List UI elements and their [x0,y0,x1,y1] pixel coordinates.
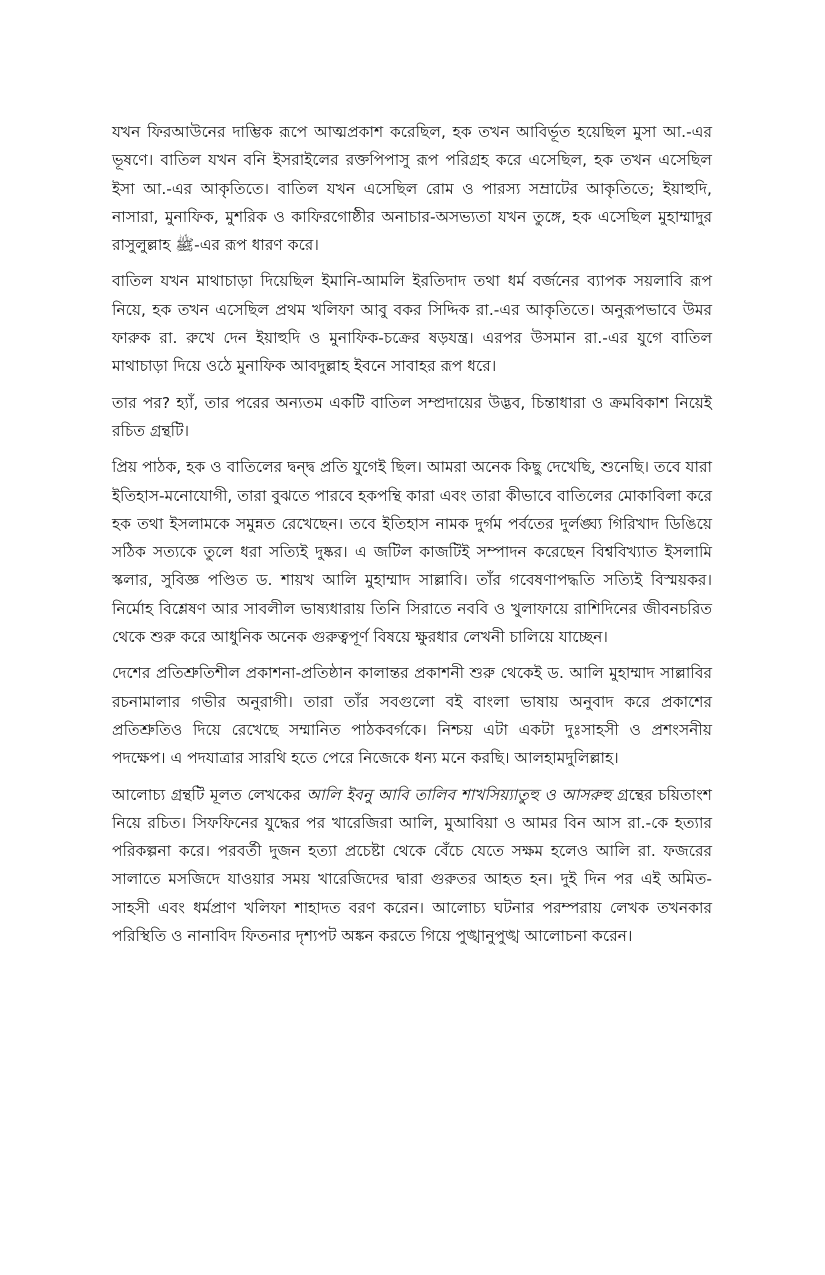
paragraph-6-body: গ্রন্থের চয়িতাংশ নিয়ে রচিত। সিফফিনের যুদ্ধের পর খারেজিরা আলি, মুআবিয়া ও আমর বিন আস রা.-কে হত্যার পরিকল্পনা করে। পরবর্তী দুজন হত্যা প্রচেষ্টা থেকে বেঁচে যেতে সক্ষম হলেও আলি রা. ফজরের সালাতে মসজিদে যাওয়ার সময় খারেজিদের দ্বারা গুরুতর আহত হন। দুই দিন পর এই অমিত-সাহসী এবং ধর্মপ্রাণ খলিফা শাহাদত বরণ করেন। আলোচ্য ঘটনার পরম্পরায় লেখক তখনকার পরিস্থিতি ও নানাবিদ ফিতনার দৃশ্যপট অঙ্কন করতে গিয়ে পুঙ্খানুপুঙ্খ আলোচনা করেন। [112,785,712,946]
paragraph-6 [112,781,712,951]
book-title: আলি ইবনু আবি তালিব শাখসিয়্যাতুহু ও আসরুহু [306,785,612,804]
paragraph-4: প্রিয় পাঠক, হক ও বাতিলের দ্বন্দ্ব প্রতি যুগেই ছিল। আমরা অনেক কিছু দেখেছি, শুনেছি। তবে যারা ইতিহাস-মনোযোগী, তারা বুঝতে পারবে হকপন্থি কারা এবং তারা কীভাবে বাতিলের মোকাবিলা করে হক তথা ইসলামকে সমুন্নত রেখেছেন। তবে ইতিহাস নামক দুর্গম পর্বতের দুর্লঙ্ঘ্য গিরিখাদ ডিঙিয়ে সঠিক সত্যকে তুলে ধরা সত্যিই দুষ্কর। এ জটিল কাজটিই সম্পাদন করেছেন বিশ্ববিখ্যাত ইসলামি স্কলার, সুবিজ্ঞ পণ্ডিত ড. শায়খ আলি মুহাম্মাদ সাল্লাবি। তাঁর গবেষণাপদ্ধতি সত্যিই বিস্ময়কর। নির্মোহ বিশ্লেষণ আর সাবলীল ভাষ্যধারায় তিনি সিরাতে নববি ও খুলাফায়ে রাশিদিনের জীবনচরিত থেকে শুরু করে আধুনিক অনেক গুরুত্বপূর্ণ বিষয়ে ক্ষুরধার লেখনী চালিয়ে যাচ্ছেন। [112,458,712,647]
document-page [112,118,712,950]
paragraph-3: তার পর? হ্যাঁ, তার পরের অন্যতম একটি বাতিল সম্প্রদায়ের উদ্ভব, চিন্তাধারা ও ক্রমবিকাশ নিয়েই রচিত গ্রন্থটি। [112,393,712,440]
paragraph-1: যখন ফিরআউনের দাম্ভিক রূপে আত্মপ্রকাশ করেছিল, হক তখন আবির্ভূত হয়েছিল মুসা আ.-এর ভূষণে। বাতিল যখন বনি ইসরাইলের রক্তপিপাসু রূপ পরিগ্রহ করে এসেছিল, হক তখন এসেছিল ইসা আ.-এর আকৃতিতে। বাতিল যখন এসেছিল রোম ও পারস্য সম্রাটের আকৃতিতে; ইয়াহুদি, নাসারা, মুনাফিক, মুশরিক ও কাফিরগোষ্ঠীর অনাচার-অসভ্যতা যখন তুঙ্গে, হক এসেছিল মুহাম্মাদুর রাসুলুল্লাহ ﷺ-এর রূপ ধারণ করে। [112,123,712,255]
paragraph-5: দেশের প্রতিশ্রুতিশীল প্রকাশনা-প্রতিষ্ঠান কালান্তর প্রকাশনী শুরু থেকেই ড. আলি মুহাম্মাদ সাল্লাবির রচনামালার গভীর অনুরাগী। তারা তাঁর সবগুলো বই বাংলা ভাষায় অনুবাদ করে প্রকাশের প্রতিশ্রুতিও দিয়ে রেখেছে সম্মানিত পাঠকবর্গকে। নিশ্চয় এটা একটা দুঃসাহসী ও প্রশংসনীয় পদক্ষেপ। এ পদযাত্রার সারথি হতে পেরে নিজেকে ধন্য মনে করছি। আলহামদুলিল্লাহ। [112,664,712,768]
paragraph-6-intro: আলোচ্য গ্রন্থটি মূলত লেখকের [112,785,307,804]
paragraph-2: বাতিল যখন মাথাচাড়া দিয়েছিল ইমানি-আমলি ইরতিদাদ তথা ধর্ম বর্জনের ব্যাপক সয়লাবি রূপ নিয়ে, হক তখন এসেছিল প্রথম খলিফা আবু বকর সিদ্দিক রা.-এর আকৃতিতে। অনুরূপভাবে উমর ফারুক রা. রুখে দেন ইয়াহুদি ও মুনাফিক-চক্রের ষড়যন্ত্র। এরপর উসমান রা.-এর যুগে বাতিল মাথাচাড়া দিয়ে ওঠে মুনাফিক আবদুল্লাহ ইবনে সাবাহর রূপ ধরে। [112,272,712,376]
